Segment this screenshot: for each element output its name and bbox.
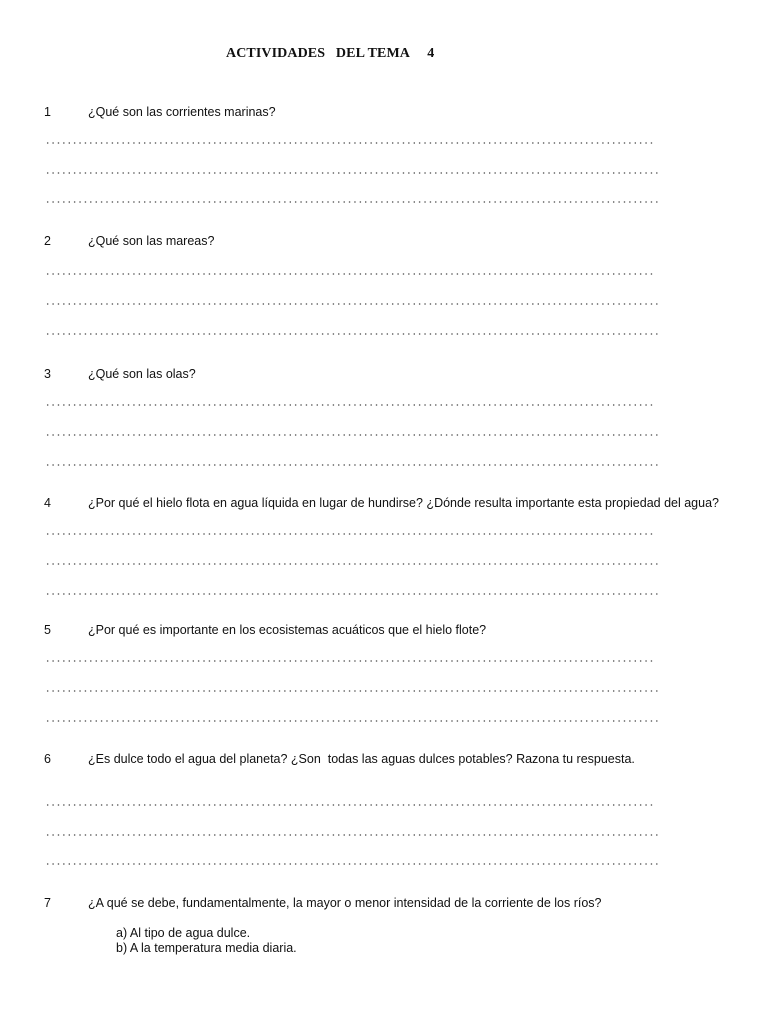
- option-a[interactable]: a) Al tipo de agua dulce.: [116, 926, 251, 940]
- question-text: ¿Por qué es importante en los ecosistemas acuáticos que el hielo flote?: [88, 623, 487, 637]
- answer-line[interactable]: [45, 172, 661, 174]
- answer-line[interactable]: [45, 804, 655, 806]
- answer-line[interactable]: [45, 404, 655, 406]
- answer-line[interactable]: [45, 720, 661, 722]
- question-text: ¿Qué son las olas?: [88, 367, 196, 381]
- answer-options: [116, 926, 297, 956]
- option-b[interactable]: b) A la temperatura media diaria.: [116, 941, 297, 955]
- question-text: ¿Es dulce todo el agua del planeta? ¿Son todas las aguas dulces potables? Razona tu respuesta.: [88, 752, 635, 766]
- answer-line[interactable]: [45, 273, 655, 275]
- question-number: 4: [44, 496, 51, 510]
- question-number: 2: [44, 234, 51, 248]
- answer-line[interactable]: [45, 593, 661, 595]
- question-number: 3: [44, 367, 51, 381]
- answer-line[interactable]: [45, 333, 661, 335]
- question-number: 1: [44, 105, 51, 119]
- answer-line[interactable]: [45, 834, 661, 836]
- question-number: 5: [44, 623, 51, 637]
- question-text: ¿Qué son las corrientes marinas?: [88, 105, 276, 119]
- answer-line[interactable]: [45, 863, 661, 865]
- answer-line[interactable]: [45, 660, 655, 662]
- question-number: 6: [44, 752, 51, 766]
- answer-line[interactable]: [45, 303, 661, 305]
- answer-line[interactable]: [45, 201, 661, 203]
- answer-line[interactable]: [45, 142, 655, 144]
- answer-line[interactable]: [45, 434, 661, 436]
- answer-line[interactable]: [45, 690, 661, 692]
- question-text: ¿Por qué el hielo flota en agua líquida en lugar de hundirse? ¿Dónde resulta importante esta propiedad del agua?: [88, 496, 719, 510]
- page-title: ACTIVIDADES DEL TEMA 4: [226, 46, 435, 61]
- answer-line[interactable]: [45, 563, 661, 565]
- answer-line[interactable]: [45, 533, 655, 535]
- question-text: ¿A qué se debe, fundamentalmente, la mayor o menor intensidad de la corriente de los ríos?: [88, 896, 602, 910]
- answer-line[interactable]: [45, 464, 661, 466]
- question-number: 7: [44, 896, 51, 910]
- question-text: ¿Qué son las mareas?: [88, 234, 215, 248]
